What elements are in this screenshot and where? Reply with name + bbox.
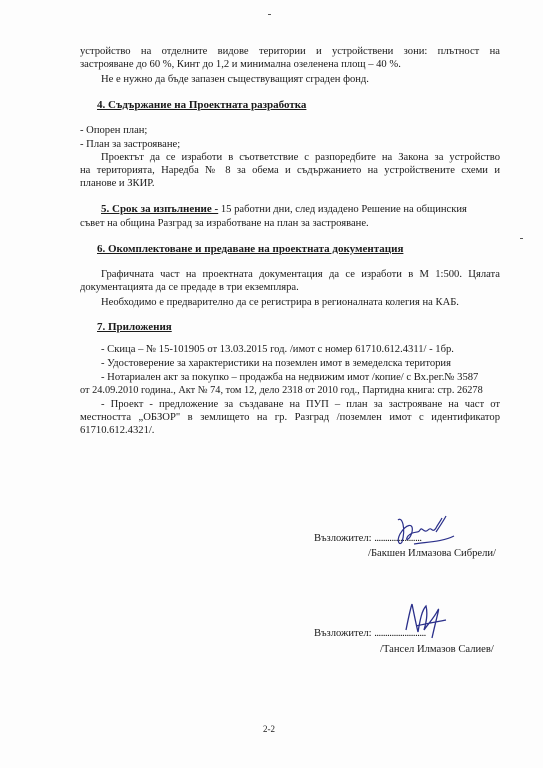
section-heading: 5. Срок за изпълнение - (101, 203, 219, 215)
list-item: - Нотариален акт за покупко – продажба на недвижим имот /копие/ с Вх.рег.№ 3587 (101, 372, 479, 383)
paragraph-line: Не е нужно да бъде запазен съществуващият сграден фонд. (101, 74, 369, 85)
signature-label: Възложител: (314, 533, 375, 544)
section-heading: 6. Окомплектоване и предаване на проектната документация (97, 243, 404, 255)
paragraph-line: съвет на община Разград за изработване на план за застрояване. (80, 218, 369, 229)
list-item: местността „ОБЗОР" в землището на гр. Разград /поземлен имот с идентификатор (80, 412, 500, 423)
paragraph-line: Необходимо е предварително да се регистрира в регионалната колегия на КАБ. (101, 297, 459, 308)
list-item: от 24.09.2010 година., Акт № 74, том 12, дело 2318 от 2010 год., Партидна книга: стр. 26278 (80, 385, 483, 396)
signature-2-handwritten (396, 600, 456, 644)
paragraph-line: застрояване до 60 %, Кинт до 1,2 и минимална озеленена площ – 40 %. (80, 59, 401, 70)
section-heading: 7. Приложения (97, 321, 172, 333)
paragraph-line: планове и ЗКИР. (80, 178, 155, 189)
paragraph-line: документацията да се предаде в три екземпляра. (80, 282, 299, 293)
section-5-line (101, 203, 467, 216)
scan-speck (520, 238, 523, 239)
section-text: 15 работни дни, след издадено Решение на общинския (218, 204, 467, 215)
list-item: - Удостоверение за характеристики на поземлен имот в земеделска територия (101, 358, 451, 369)
list-item: - План за застрояване; (80, 139, 181, 150)
list-item: - Скица – № 15-101905 от 13.03.2015 год. /имот с номер 61710.612.4311/ - 1бр. (101, 344, 454, 355)
paragraph-line: на територията, Наредба № 8 за обема и съдържанието на устройствените схеми и (80, 165, 500, 176)
section-heading: 4. Съдържание на Проектната разработка (97, 99, 307, 111)
list-item: - Проект - предложение за създаване на ПУП – план за застрояване на част от (101, 399, 500, 410)
signature-dots: ........................ (374, 628, 426, 639)
signatory-name: /Тансел Илмазов Салиев/ (380, 644, 494, 655)
signatory-name: /Бакшен Илмазова Сибрели/ (368, 548, 496, 559)
list-item: - Опорен план; (80, 125, 148, 136)
signature-label: Възложител: (314, 628, 375, 639)
paragraph-line: устройство на отделните видове територии и устройствени зони: плътност на (80, 46, 500, 57)
list-item: 61710.612.4321/. (80, 425, 155, 436)
paragraph-line: Графичната част на проектната документация да се изработи в М 1:500. Цялата (101, 269, 500, 280)
signature-1-handwritten (392, 512, 462, 552)
paragraph-line: Проектът да се изработи в съответствие с разпоредбите на Закона за устройство (101, 152, 500, 163)
signature-dots: ...................... (374, 533, 422, 544)
page-number: 2-2 (263, 724, 275, 734)
scan-speck (268, 14, 271, 15)
